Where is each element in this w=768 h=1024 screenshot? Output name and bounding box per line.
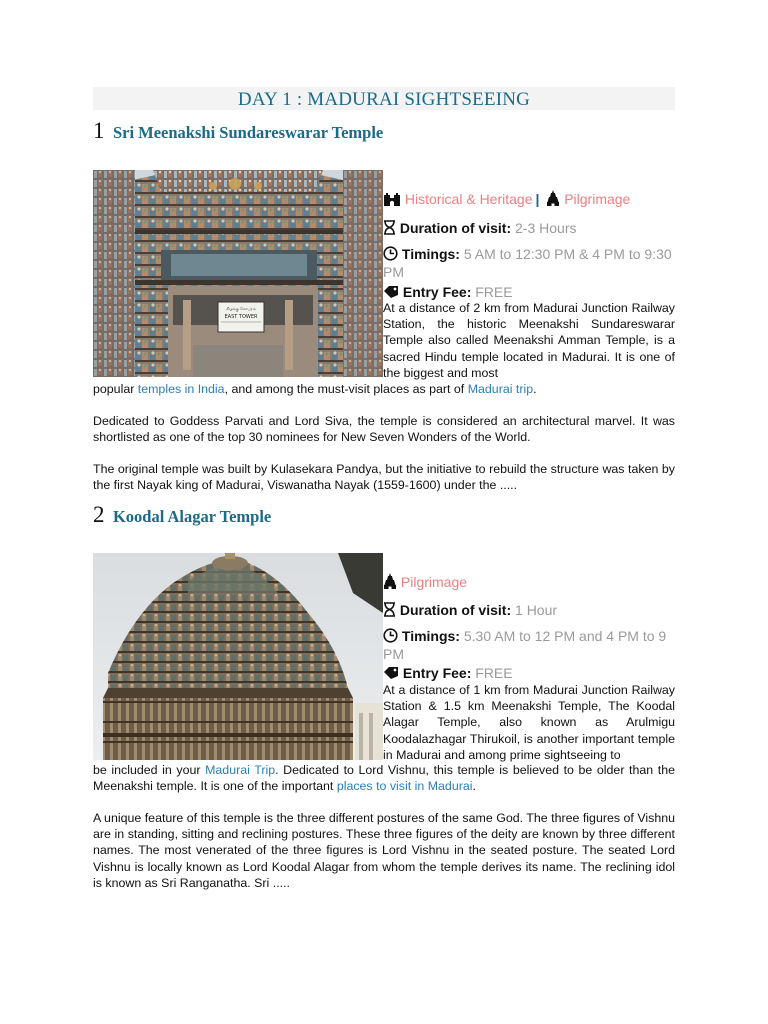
entry-fee-value: FREE <box>475 284 513 300</box>
duration-row <box>383 601 675 619</box>
description-text: , and among the must-visit places as part of <box>224 382 468 396</box>
entry-fee-label: Entry Fee: <box>402 665 472 681</box>
timings-label: Timings: <box>401 246 460 262</box>
duration-row <box>383 219 675 237</box>
madurai-trip-link[interactable]: Madurai Trip <box>205 763 276 777</box>
attraction-number: 1 <box>93 118 105 143</box>
description-text: be included in your <box>93 763 206 777</box>
day-title: DAY 1 : MADURAI SIGHTSEEING <box>93 87 675 110</box>
temples-in-india-link[interactable]: temples in India <box>137 382 225 396</box>
entry-fee-row <box>383 664 675 682</box>
east-tower-sign: EAST TOWER <box>224 314 258 320</box>
timings-value: 5 AM to 12:30 PM & 4 PM to 9:30 PM <box>383 246 672 280</box>
ticket-icon <box>383 666 399 680</box>
svg-text:கிழக்கு கோபுரம்: கிழக்கு கோபுரம் <box>226 306 256 311</box>
attraction-heading-2 <box>93 502 271 528</box>
attraction-heading-1 <box>93 118 383 144</box>
category-pilgrimage[interactable]: Pilgrimage <box>564 191 631 207</box>
clock-icon <box>383 628 398 643</box>
entry-fee-label: Entry Fee: <box>402 284 472 300</box>
temple-icon <box>546 190 560 206</box>
description-text: . Dedicated to Lord Vishnu, this temple is believed to be older than the Meenakshi temple. It is one of the important <box>93 763 675 794</box>
description-wrapped: At a distance of 1 km from Madurai Junction Railway Station & 1.5 km Meenakshi Temple, The Koodal Alagar Temple, also known as Arulmigu Koodalazhagar Thirukoil, is another important temple in Madurai and among prime sightseeing to <box>383 683 675 762</box>
vimana-image <box>93 553 383 760</box>
gopuram-image <box>93 170 383 377</box>
clock-icon <box>383 246 398 261</box>
attraction-name[interactable]: Sri Meenakshi Sundareswarar Temple <box>112 123 384 142</box>
timings-row <box>383 627 675 663</box>
description-text: popular <box>93 382 138 396</box>
description-text: . <box>533 382 537 396</box>
temple-icon <box>383 573 397 589</box>
entry-fee-row <box>383 283 675 301</box>
timings-label: Timings: <box>401 628 460 644</box>
hourglass-icon <box>383 602 396 617</box>
duration-value: 1 Hour <box>515 602 558 618</box>
koodal-alagar-temple-photo <box>93 553 383 760</box>
timings-row <box>383 245 675 281</box>
category-row <box>383 190 675 208</box>
duration-value: 2-3 Hours <box>515 220 577 236</box>
places-to-visit-link[interactable]: places to visit in Madurai <box>336 779 473 794</box>
paragraph-postures: A unique feature of this temple is the three different postures of the same God. The three figures of Vishnu are in standing, sitting and reclining postures. These three figures of the deity are known by three different names. The most venerated of the three figures is Lord Vishnu in the seated posture. The seated Lord Vishnu is locally known as Lord Koodal Alagar from whom the temple derives its name. The reclining idol is known as Sri Ranganatha. Sri ..... <box>93 811 675 890</box>
duration-label: Duration of visit: <box>399 220 512 236</box>
category-pilgrimage[interactable]: Pilgrimage <box>400 574 468 590</box>
description-continued <box>93 762 675 794</box>
ticket-icon <box>383 285 399 299</box>
attraction-number: 2 <box>93 502 105 527</box>
paragraph-history: The original temple was built by Kulasekara Pandya, but the initiative to rebuild the structure was taken by the first Nayak king of Madurai, Viswanatha Nayak (1559-1600) under the ..... <box>93 462 675 493</box>
timings-value: 5.30 AM to 12 PM and 4 PM to 9 PM <box>383 628 667 662</box>
category-historical[interactable]: Historical & Heritage <box>404 191 533 207</box>
paragraph-dedication: Dedicated to Goddess Parvati and Lord Siva, the temple is considered an architectural marvel. It was shortlisted as one of the top 30 nominees for New Seven Wonders of the World. <box>93 414 675 445</box>
entry-fee-value: FREE <box>475 665 513 681</box>
meenakshi-temple-photo <box>93 170 383 377</box>
hourglass-icon <box>383 220 396 235</box>
description-continued <box>93 381 675 397</box>
fort-icon <box>383 191 401 206</box>
description-wrapped: At a distance of 2 km from Madurai Junction Railway Station, the historic Meenakshi Sundareswarar Temple also called Meenakshi Amman Temple, is a sacred Hindu temple located in Madurai. It is one of the biggest and most <box>383 301 675 380</box>
category-row <box>383 573 675 591</box>
category-separator: | <box>535 191 540 207</box>
description-text: . <box>472 779 476 794</box>
duration-label: Duration of visit: <box>399 602 512 618</box>
attraction-name[interactable]: Koodal Alagar Temple <box>112 507 272 526</box>
madurai-trip-link[interactable]: Madurai trip <box>467 382 534 396</box>
